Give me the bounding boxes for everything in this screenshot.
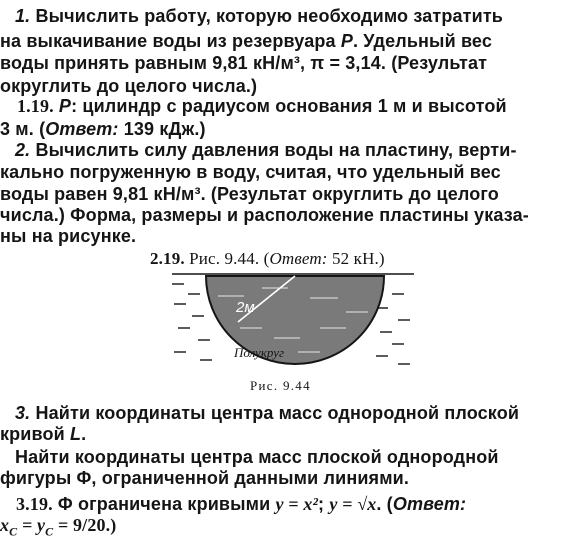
variant-text: : цилиндр с радиусом основания 1 м и высотой xyxy=(71,96,507,116)
problem2-line3: воды равен 9,81 кН/м³. (Результат округлить до целого xyxy=(0,184,499,204)
problem3-line2 xyxy=(0,424,86,445)
answer-x-sub: C xyxy=(9,524,18,539)
problem3-text-1: Найти координаты центра масс однородной плоской xyxy=(30,403,520,423)
answer-value: 139 кДж.) xyxy=(118,119,206,139)
problem3-line3: Найти координаты центра масс плоской однородной xyxy=(15,447,499,467)
variant-1-19 xyxy=(17,96,507,117)
problem2-line4: числа.) Форма, размеры и расположение пластины указа- xyxy=(0,205,529,225)
answer-line xyxy=(0,515,116,543)
problem2-text-1: Вычислить силу давления воды на пластину, верти- xyxy=(30,140,517,160)
variant-text-a: 3 м. ( xyxy=(0,119,46,139)
problem1-text-1: Вычислить работу, которую необходимо затратить xyxy=(30,6,504,26)
answer-y-sub: C xyxy=(45,524,54,539)
problem3-number: 3. xyxy=(15,403,31,423)
problem1-text-2a: на выкачивание воды из резервуара xyxy=(0,31,341,51)
answer-label: Ответ: xyxy=(45,119,119,139)
problem2-number: 2. xyxy=(15,140,31,160)
figure-semicircle-plate xyxy=(170,272,420,374)
problem3-line4: фигуры Φ, ограниченной данными линиями. xyxy=(0,468,410,488)
problem1-line3: воды принять равным 9,81 кН/м³, π = 3,14. (Результат xyxy=(0,53,488,73)
problem3-line1 xyxy=(15,403,519,424)
variant-3-19 xyxy=(16,494,466,515)
figure-caption: Рис. 9.44 xyxy=(250,378,311,393)
variant-text-b: . ( xyxy=(376,494,393,514)
problem1-text-2b: . Удельный вес xyxy=(352,31,493,51)
variant-1-19-line2 xyxy=(0,119,206,140)
radius-label: 2м xyxy=(236,299,255,316)
reservoir-variable: P xyxy=(340,31,353,51)
answer-value: = 9/20.) xyxy=(53,515,117,535)
variant-number: 2.19. xyxy=(150,249,185,268)
problem2-line2: кально погруженную в воду, считая, что удельный вес xyxy=(0,162,501,182)
problem1-line4: округлить до целого числа.) xyxy=(0,76,258,96)
answer-x: x xyxy=(0,515,10,535)
problem1-line1 xyxy=(15,6,503,27)
answer-label: Ответ: xyxy=(269,249,328,268)
answer-y: = y xyxy=(17,515,46,535)
variant-2-19 xyxy=(150,248,385,269)
semicircle-plate xyxy=(206,276,384,364)
variant-text-a: Φ ограничена кривыми xyxy=(52,494,276,514)
problem1-number: 1. xyxy=(15,6,31,26)
curve-variable: L xyxy=(70,424,82,444)
answer-value: 52 кН.) xyxy=(327,249,385,268)
variant-text-a: Рис. 9.44. ( xyxy=(184,249,270,268)
equation-1: y = x² xyxy=(275,494,319,514)
answer-label: Ответ: xyxy=(392,494,467,514)
separator: ; xyxy=(318,494,330,514)
equation-2: y = √x xyxy=(329,494,377,514)
variant-var: P xyxy=(53,96,72,116)
shape-label: Полукруг xyxy=(234,345,285,360)
problem3-text-2a: кривой xyxy=(0,424,71,444)
problem1-line2 xyxy=(0,31,492,52)
problem2-line5: ны на рисунке. xyxy=(0,226,137,246)
problem3-text-2b: . xyxy=(81,424,87,444)
problem2-line1 xyxy=(15,140,517,161)
variant-number: 1.19. xyxy=(17,96,54,116)
variant-number: 3.19. xyxy=(16,494,53,514)
